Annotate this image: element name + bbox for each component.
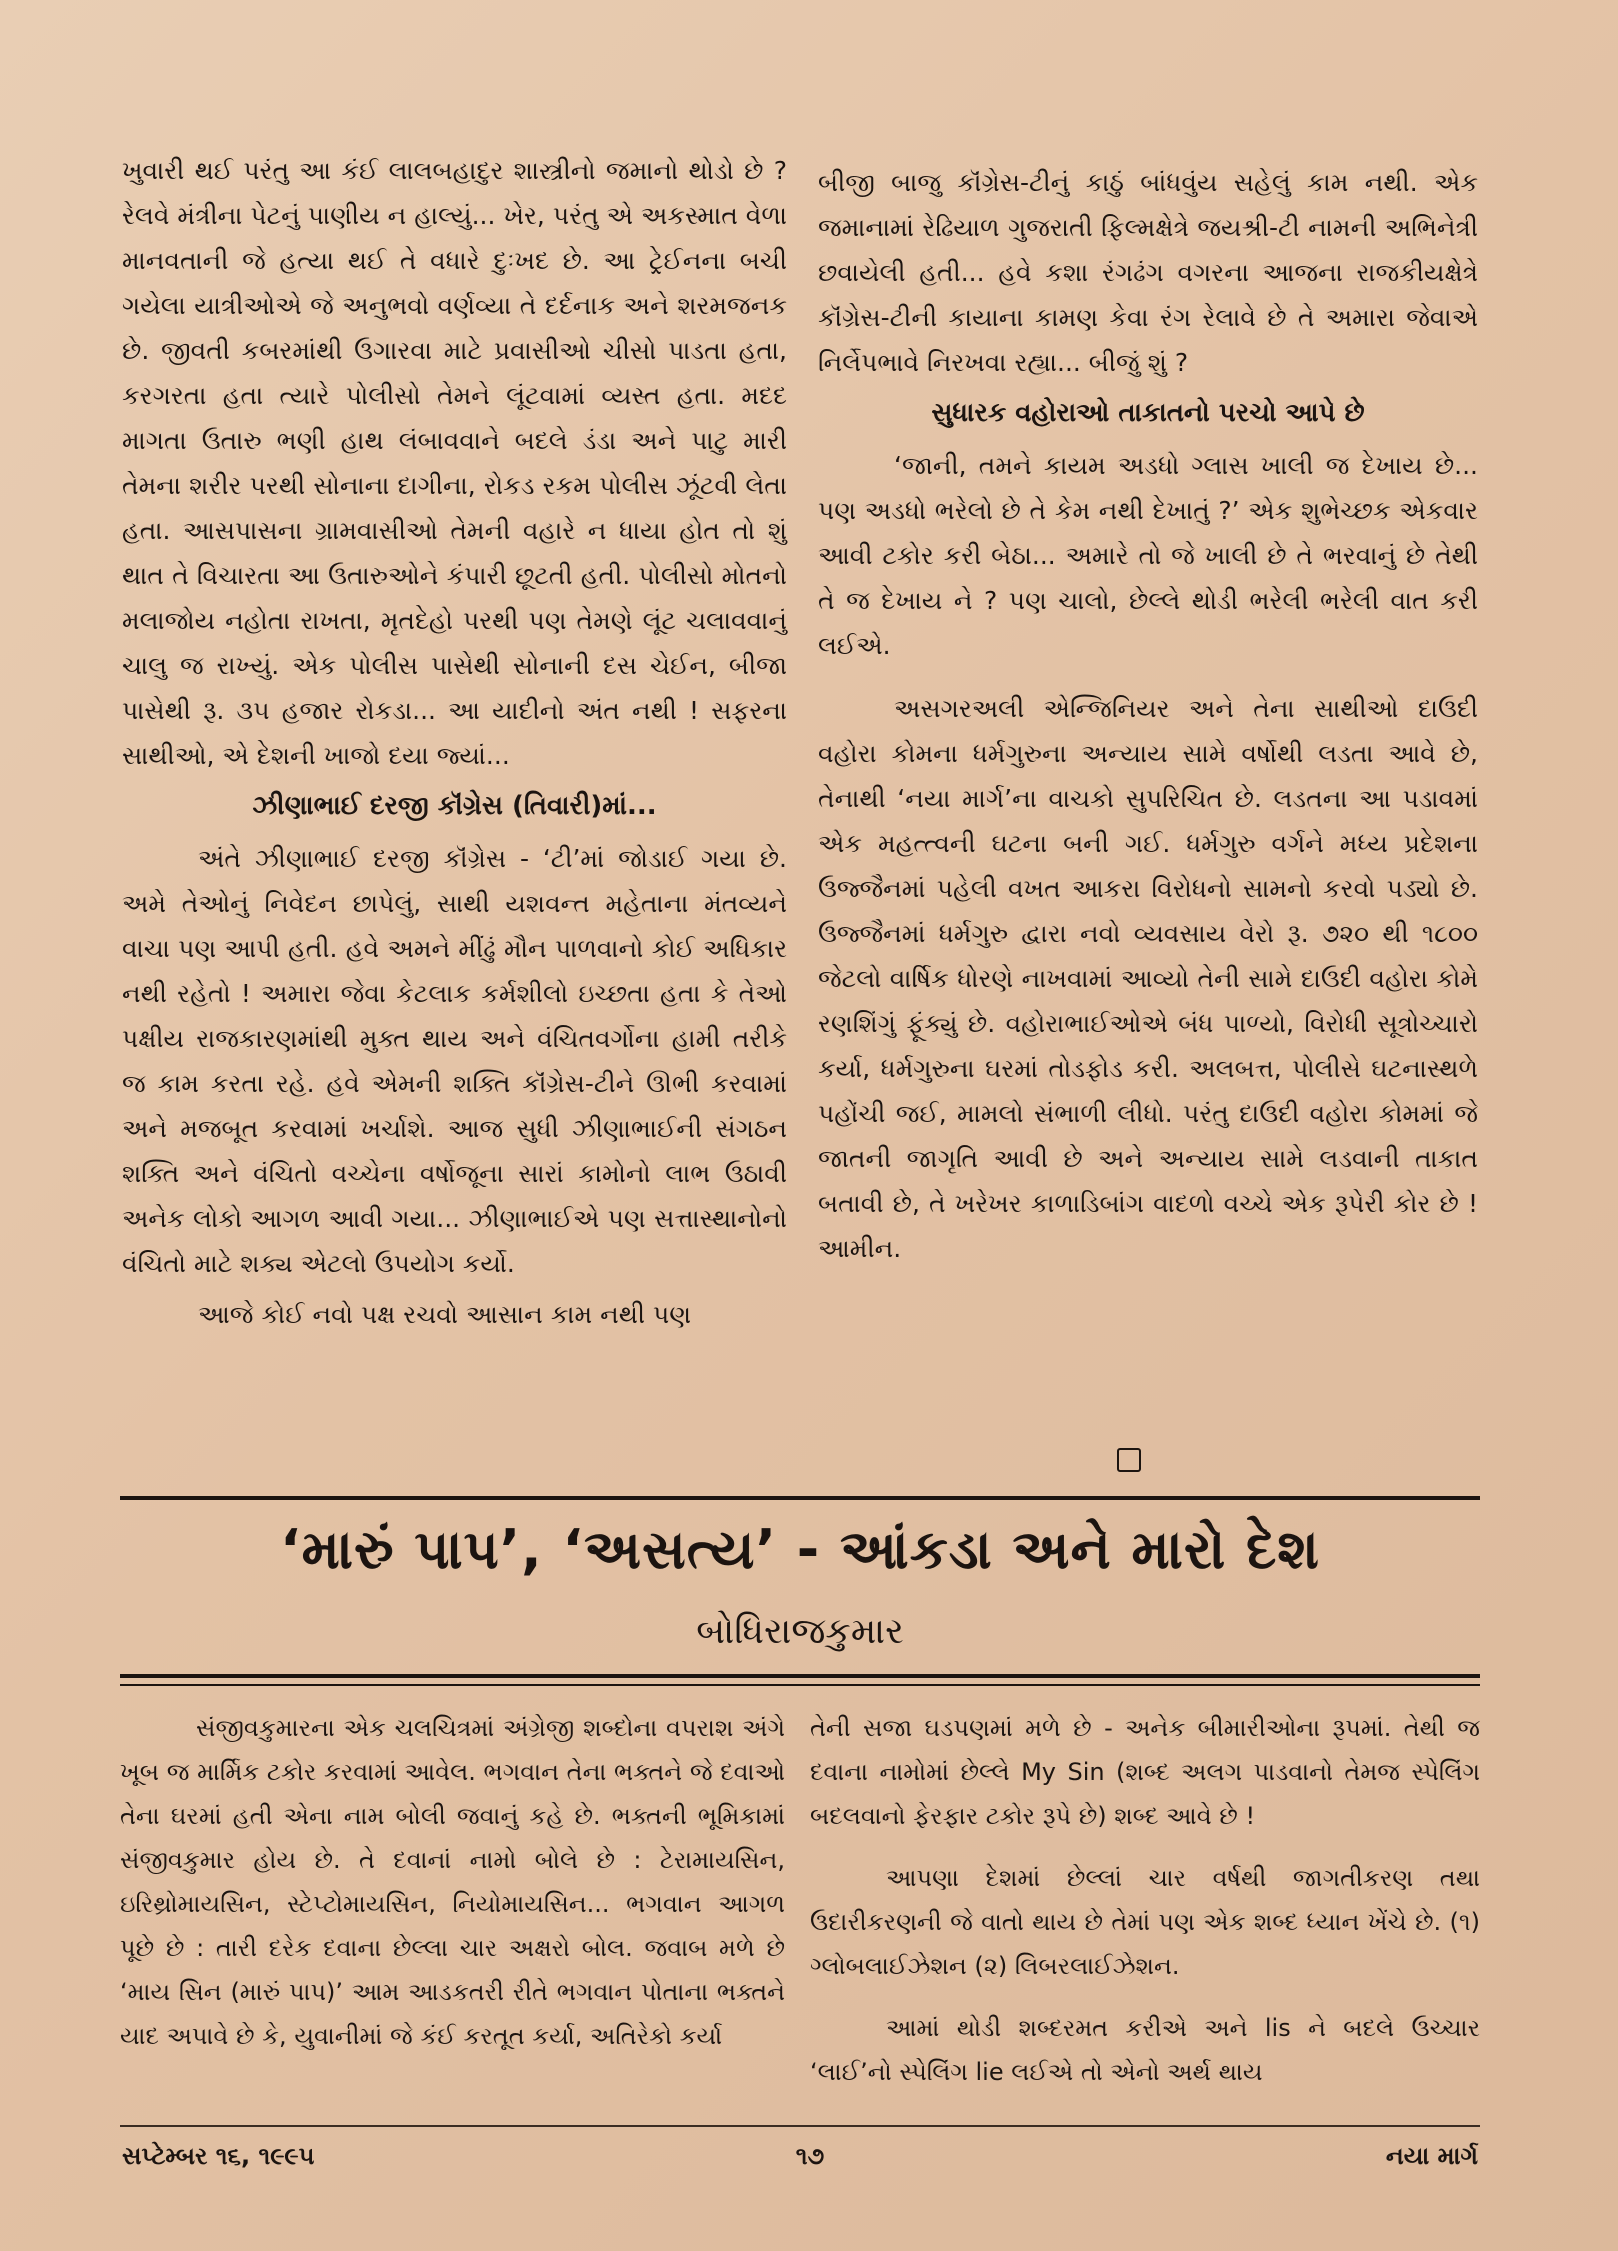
article-author: બોધિરાજકુમાર [696, 1611, 904, 1652]
paragraph: અંતે ઝીણાભાઈ દરજી કૉંગ્રેસ - ‘ટી’માં જોડાઈ ગયા છે. અમે તેઓનું નિવેદન છાપેલું, સાથી યશવન્ત મહેતાના મંતવ્યને વાચા પણ આપી હતી. હવે અમને મીંઢું મૌન પાળવાનો કોઈ અધિકાર નથી રહેતો ! અમારા જેવા કેટલાક કર્મશીલો ઇચ્છતા હતા કે તેઓ પક્ષીય રાજકારણમાંથી મુક્ત થાય અને વંચિતવર્ગોના હામી તરીકે જ કામ કરતા રહે. હવે એમની શક્તિ કૉંગ્રેસ-ટીને ઊભી કરવામાં અને મજબૂત કરવામાં ખર્ચાશે. આજ સુધી ઝીણાભાઈની સંગઠન શક્તિ અને વંચિતો વચ્ચેના વર્ષોજૂના સારાં કામોનો લાભ ઉઠાવી અનેક લોકો આગળ આવી ગયા... ઝીણાભાઈએ પણ સત્તાસ્થાનોનો વંચિતો માટે શક્ય એટલો ઉપયોગ કર્યો. [122, 844, 787, 1278]
paragraph: સંજીવકુમારના એક ચલચિત્રમાં અંગ્રેજી શબ્દોના વપરાશ અંગે ખૂબ જ માર્મિક ટકોર કરવામાં આવેલ. ભગવાન તેના ભક્તને જે દવાઓ તેના ઘરમાં હતી એના નામ બોલી જવાનું કહે છે. ભક્તની ભૂમિકામાં સંજીવકુમાર હોય છે. તે દવાનાં નામો બોલે છે : ટેરામાયસિન, ઇરિથ્રોમાયસિન, સ્ટેપ્ટોમાયસિન, નિયોમાયસિન... ભગવાન આગળ પૂછે છે : તારી દરેક દવાના છેલ્લા ચાર અક્ષરો બોલ. જવાબ મળે છે ‘માય સિન (મારું પાપ)’ આમ આડકતરી રીતે ભગવાન પોતાના ભક્તને યાદ અપાવે છે કે, યુવાનીમાં જે કંઈ કરતૂત કર્યા, અતિરેકો કર્યા [120, 1714, 785, 2050]
paragraph: ખુવારી થઈ પરંતુ આ કંઈ લાલબહાદુર શાસ્ત્રીનો જમાનો થોડો છે ? રેલવે મંત્રીના પેટનું પાણીય ન હાલ્યું... ખેર, પરંતુ એ અકસ્માત વેળા માનવતાની જે હત્યા થઈ તે વધારે દુઃખદ છે. આ ટ્રેઈનના બચી ગયેલા યાત્રીઓએ જે અનુભવો વર્ણવ્યા તે દર્દનાક અને શરમજનક છે. જીવતી કબરમાંથી ઉગારવા માટે પ્રવાસીઓ ચીસો પાડતા હતા, કરગરતા હતા ત્યારે પોલીસો તેમને લૂંટવામાં વ્યસ્ત હતા. મદદ માગતા ઉતારુ ભણી હાથ લંબાવવાને બદલે ડંડા અને પાટુ મારી તેમના શરીર પરથી સોનાના દાગીના, રોકડ રકમ પોલીસ ઝૂંટવી લેતા હતા. આસપાસના ગ્રામવાસીઓ તેમની વહારે ન ધાયા હોત તો શું થાત તે વિચારતા આ ઉતારુઓને કંપારી છૂટતી હતી. પોલીસો મોતનો મલાજોય નહોતા રાખતા, મૃતદેહો પરથી પણ તેમણે લૂંટ ચલાવવાનું ચાલુ જ રાખ્યું. એક પોલીસ પાસેથી સોનાની દસ ચેઈન, બીજા પાસેથી રૂ. ૩૫ હજાર રોકડા... આ યાદીનો અંત નથી ! સફરના સાથીઓ, એ દેશની ખાજો દયા જ્યાં... [122, 156, 787, 770]
paragraph: બીજી બાજુ કૉંગ્રેસ-ટીનું કાઠું બાંધવુંય સહેલું કામ નથી. એક જમાનામાં રેઢિયાળ ગુજરાતી ફિલ્મક્ષેત્રે જયશ્રી-ટી નામની અભિનેત્રી છવાયેલી હતી... હવે કશા રંગઢંગ વગરના આજના રાજકીયક્ષેત્રે કૉંગ્રેસ-ટીની કાયાના કામણ કેવા રંગ રેલાવે છે તે અમારા જેવાએ નિર્લેપભાવે નિરખવા રહ્યા... બીજું શું ? [818, 168, 1478, 377]
magazine-name: નયા માર્ગ [1385, 2142, 1478, 2170]
issue-date: સપ્ટેમ્બર ૧૬, ૧૯૯૫ [122, 2142, 315, 2170]
divider-rule [120, 1684, 1480, 1686]
footer-rule [120, 2125, 1480, 2127]
page-number: ૧૭ [795, 2142, 825, 2170]
column-bottom-right [810, 1706, 1480, 2094]
paragraph: ‘જાની, તમને કાયમ અડધો ગ્લાસ ખાલી જ દેખાય છે... પણ અડધો ભરેલો છે તે કેમ નથી દેખાતું ?’ એક શુભેચ્છક એકવાર આવી ટકોર કરી બેઠા... અમારે તો જે ખાલી છે તે ભરવાનું છે તેથી તે જ દેખાય ને ? પણ ચાલો, છેલ્લે થોડી ભરેલી ભરેલી વાત કરી લઈએ. [818, 451, 1478, 660]
divider-rule [120, 1496, 1480, 1500]
article-title: ‘મારું પાપ’, ‘અસત્ય’ - આંકડા અને મારો દેશ [280, 1518, 1320, 1581]
paragraph: તેની સજા ઘડપણમાં મળે છે - અનેક બીમારીઓના રૂપમાં. તેથી જ દવાના નામોમાં છેલ્લે My Sin (શબ્દ અલગ પાડવાનો તેમજ સ્પેલિંગ બદલવાનો ફેરફાર ટકોર રૂપે છે) શબ્દ આવે છે ! [810, 1714, 1480, 1830]
column-bottom-left [120, 1706, 785, 2058]
paragraph: આમાં થોડી શબ્દરમત કરીએ અને lis ને બદલે ઉચ્ચાર ‘લાઈ’નો સ્પેલિંગ lie લઈએ તો એનો અર્થ થાય [810, 2014, 1480, 2086]
paragraph: આપણા દેશમાં છેલ્લાં ચાર વર્ષથી જાગતીકરણ તથા ઉદારીકરણની જે વાતો થાય છે તેમાં પણ એક શબ્દ ધ્યાન ખેંચે છે. (૧) ગ્લોબલાઈઝેશન (૨) લિબરલાઈઝેશન. [810, 1864, 1480, 1980]
column-top-right [818, 160, 1478, 1271]
section-heading: સુધારક વહોરાઓ તાકાતનો પરચો આપે છે [931, 398, 1365, 428]
paragraph: અસગરઅલી એન્જિનિયર અને તેના સાથીઓ દાઉદી વહોરા કોમના ધર્મગુરુના અન્યાય સામે વર્ષોથી લડતા આવે છે, તેનાથી ‘નયા માર્ગ’ના વાચકો સુપરિચિત છે. લડતના આ પડાવમાં એક મહત્ત્વની ઘટના બની ગઈ. ધર્મગુરુ વર્ગને મધ્ય પ્રદેશના ઉજ્જૈનમાં પહેલી વખત આકરા વિરોધનો સામનો કરવો પડ્યો છે. ઉજ્જૈનમાં ધર્મગુરુ દ્વારા નવો વ્યવસાય વેરો રૂ. ૭૨૦ થી ૧૮૦૦ જેટલો વાર્ષિક ધોરણે નાખવામાં આવ્યો તેની સામે દાઉદી વહોરા કોમે રણશિંગું ફૂંક્યું છે. વહોરાભાઈઓએ બંધ પાળ્યો, વિરોધી સૂત્રોચ્ચારો કર્યા, ધર્મગુરુના ઘરમાં તોડફોડ કરી. અલબત્ત, પોલીસે ઘટનાસ્થળે પહોંચી જઈ, મામલો સંભાળી લીધો. પરંતુ દાઉદી વહોરા કોમમાં જે જાતની જાગૃતિ આવી છે અને અન્યાય સામે લડવાની તાકાત બતાવી છે, તે ખરેખર કાળાડિબાંગ વાદળો વચ્ચે એક રૂપેરી કોર છે ! આમીન. [818, 694, 1478, 1263]
paragraph: આજે કોઈ નવો પક્ષ રચવો આસાન કામ નથી પણ [198, 1300, 692, 1329]
column-top-left [122, 148, 787, 1337]
section-heading: ઝીણાભાઈ દરજી કૉંગ્રેસ (તિવારી)માં... [252, 791, 657, 821]
article-end-mark [1117, 1448, 1141, 1472]
divider-rule [120, 1674, 1480, 1678]
